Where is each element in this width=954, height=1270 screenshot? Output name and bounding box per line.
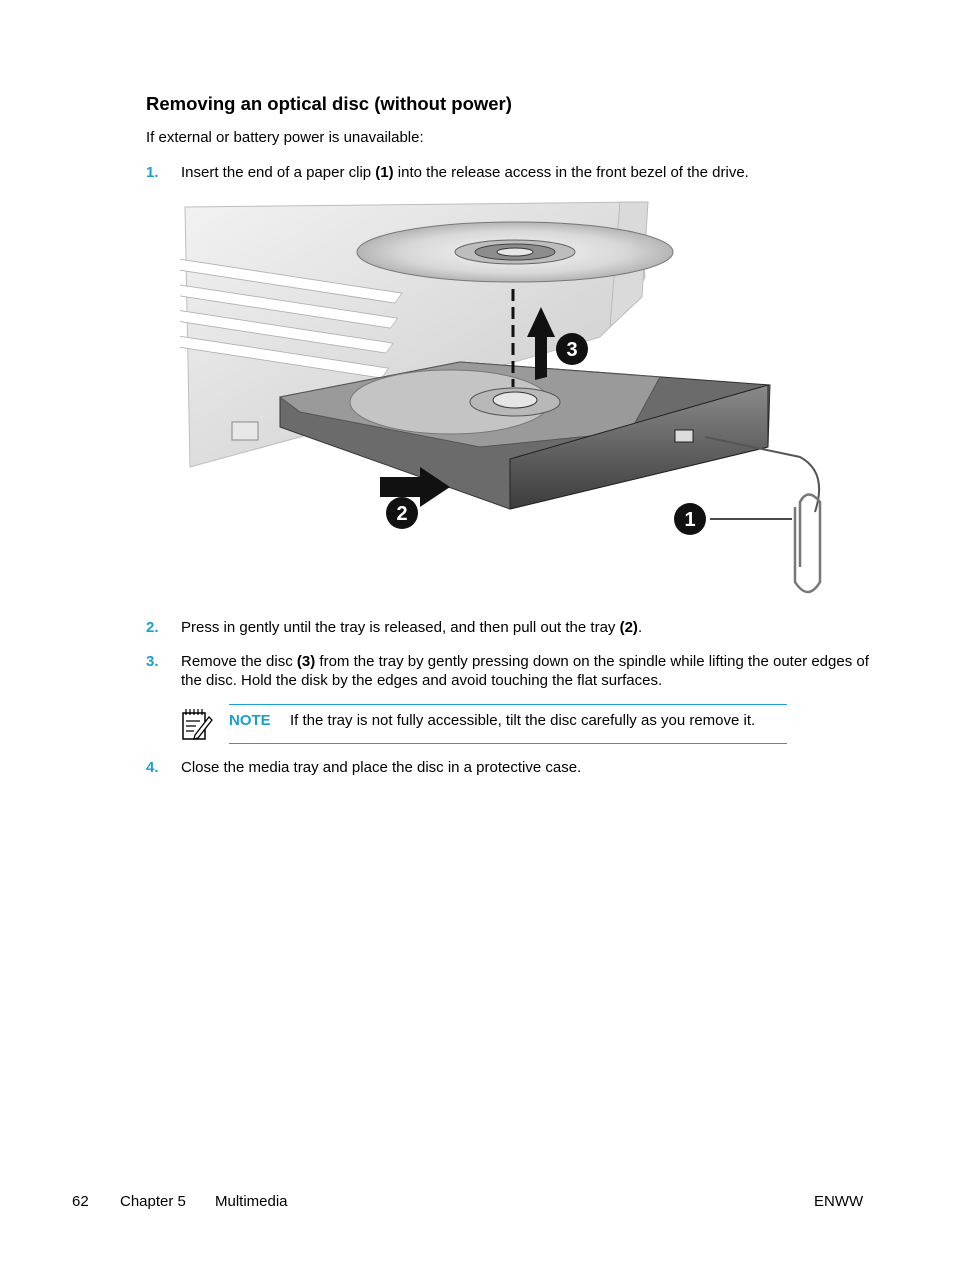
callout-3: [556, 333, 588, 365]
step-number: 2.: [146, 619, 159, 636]
footer-chapter: Chapter 5: [120, 1193, 186, 1210]
callout-1: [674, 503, 706, 535]
note-text: If the tray is not fully accessible, tilt the disc carefully as you remove it.: [290, 712, 756, 729]
note-bottom-rule: [229, 743, 787, 744]
disc-removal-illustration: [180, 197, 830, 597]
step-text: Remove the disc (3) from the tray by gently pressing down on the spindle while lifting the outer edges of the disc. Hold the disk by the edges and avoid touching the flat surfaces.: [181, 653, 869, 689]
step-number: 4.: [146, 759, 159, 776]
step-number: 1.: [146, 164, 159, 181]
step-text: Insert the end of a paper clip (1) into the release access in the front bezel of the drive.: [181, 164, 749, 181]
intro-text: If external or battery power is unavailable:: [146, 129, 424, 146]
page-number: 62: [72, 1193, 89, 1210]
step-text: Close the media tray and place the disc in a protective case.: [181, 759, 582, 776]
note-pad-icon: [181, 707, 213, 741]
svg-text:1: 1: [684, 509, 696, 531]
callout-2: [386, 497, 418, 529]
note-label: NOTE: [229, 712, 271, 729]
footer-locale: ENWW: [814, 1193, 864, 1210]
note-top-rule: [229, 704, 787, 705]
step-number: 3.: [146, 653, 159, 670]
svg-text:2: 2: [396, 503, 408, 525]
step-text: Press in gently until the tray is released, and then pull out the tray (2).: [181, 619, 643, 636]
footer-section: Multimedia: [215, 1193, 288, 1210]
svg-text:3: 3: [566, 339, 578, 361]
section-heading: Removing an optical disc (without power): [146, 93, 512, 114]
